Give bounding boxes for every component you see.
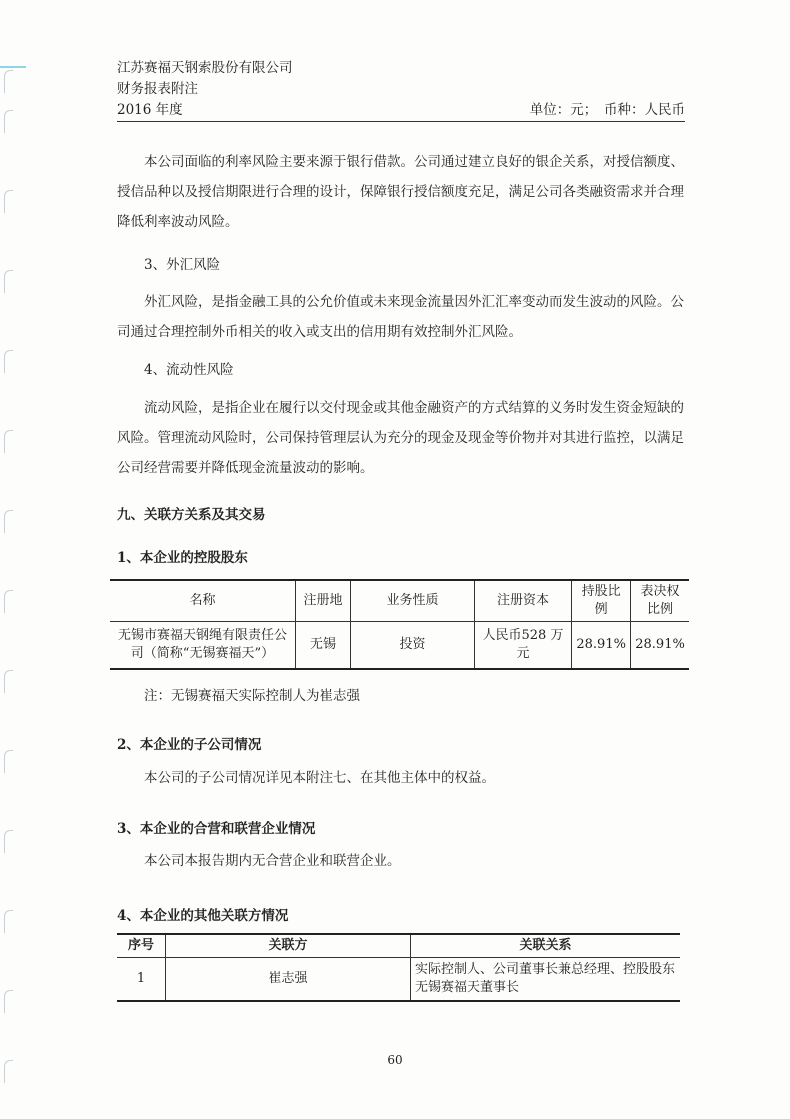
binding-mark [4, 110, 13, 133]
col-shareholding: 持股比例 [572, 580, 631, 622]
binding-margin [0, 0, 18, 1119]
other-related-parties-heading: 4、本企业的其他关联方情况 [117, 908, 289, 924]
fx-risk-heading: 3、外汇风险 [144, 257, 221, 273]
controlling-shareholder-heading: 1、本企业的控股股东 [117, 550, 248, 566]
table-row [117, 958, 680, 1002]
table-row [110, 622, 689, 670]
fx-risk-paragraph: 外汇风险，是指金融工具的公允价值或未来现金流量因外汇汇率变动而发生波动的风险。公司通过合理控制外币相关的收入或支出的信用期有效控制外汇风险。 [117, 294, 684, 340]
binding-mark [4, 590, 13, 613]
binding-mark [4, 350, 13, 373]
report-year: 2016 年度 [117, 102, 183, 118]
page-header [117, 58, 685, 121]
binding-mark [4, 910, 13, 933]
cell-name: 无锡市赛福天钢绳有限责任公司（简称“无锡赛福天”） [110, 622, 295, 670]
table-header-row [110, 580, 689, 622]
binding-mark [4, 270, 13, 293]
liquidity-risk-paragraph: 流动风险，是指企业在履行以交付现金或其他金融资产的方式结算的义务时发生资金短缺的风险。管理流动风险时，公司保持管理层认为充分的现金及现金等价物并对其进行监控，以满足公司经营需要并降低现金流量波动的影响。 [117, 400, 684, 476]
col-name: 名称 [110, 580, 295, 622]
cell-voting: 28.91% [631, 622, 689, 670]
section-title: 九、关联方关系及其交易 [117, 507, 266, 523]
cell-registered-capital: 人民币528 万元 [474, 622, 571, 670]
margin-tick [0, 66, 26, 68]
cell-seq: 1 [117, 958, 166, 1002]
liquidity-risk-heading: 4、流动性风险 [144, 362, 234, 378]
binding-mark [4, 70, 13, 93]
cell-relationship: 实际控制人、公司董事长兼总经理、控股股东无锡赛福天董事长 [411, 958, 681, 1002]
binding-mark [4, 190, 13, 213]
controlling-shareholder-table [110, 579, 689, 670]
col-related-party: 关联方 [166, 934, 411, 958]
joint-ventures-heading: 3、本企业的合营和联营企业情况 [117, 821, 316, 837]
cell-shareholding: 28.91% [572, 622, 631, 670]
binding-mark [4, 990, 13, 1013]
subsidiaries-text: 本公司的子公司情况详见本附注七、在其他主体中的权益。 [144, 770, 495, 786]
binding-mark [4, 830, 13, 853]
binding-mark [4, 430, 13, 453]
company-name: 江苏赛福天钢索股份有限公司 [117, 60, 293, 76]
col-registered-place: 注册地 [295, 580, 350, 622]
col-registered-capital: 注册资本 [474, 580, 571, 622]
subsidiaries-heading: 2、本企业的子公司情况 [117, 737, 262, 753]
other-related-parties-table [117, 933, 680, 1002]
joint-ventures-text: 本公司本报告期内无合营企业和联营企业。 [144, 853, 401, 869]
binding-mark [4, 510, 13, 533]
header-divider [117, 121, 685, 122]
col-seq: 序号 [117, 934, 166, 958]
binding-mark [4, 670, 13, 693]
cell-registered-place: 无锡 [295, 622, 350, 670]
cell-related-party: 崔志强 [166, 958, 411, 1002]
table-header-row [117, 934, 680, 958]
currency-unit: 单位：元； 币种：人民币 [529, 102, 685, 118]
col-voting: 表决权比例 [631, 580, 689, 622]
cell-business-nature: 投资 [351, 622, 475, 670]
document-title: 财务报表附注 [117, 81, 198, 97]
table-note: 注：无锡赛福天实际控制人为崔志强 [144, 688, 360, 704]
col-relationship: 关联关系 [411, 934, 681, 958]
page-number: 60 [387, 1053, 403, 1067]
binding-mark [4, 750, 13, 773]
interest-rate-paragraph: 本公司面临的利率风险主要来源于银行借款。公司通过建立良好的银企关系，对授信额度、授信品种以及授信期限进行合理的设计，保障银行授信额度充足，满足公司各类融资需求并合理降低利率波动风险。 [117, 154, 684, 230]
col-business-nature: 业务性质 [351, 580, 475, 622]
